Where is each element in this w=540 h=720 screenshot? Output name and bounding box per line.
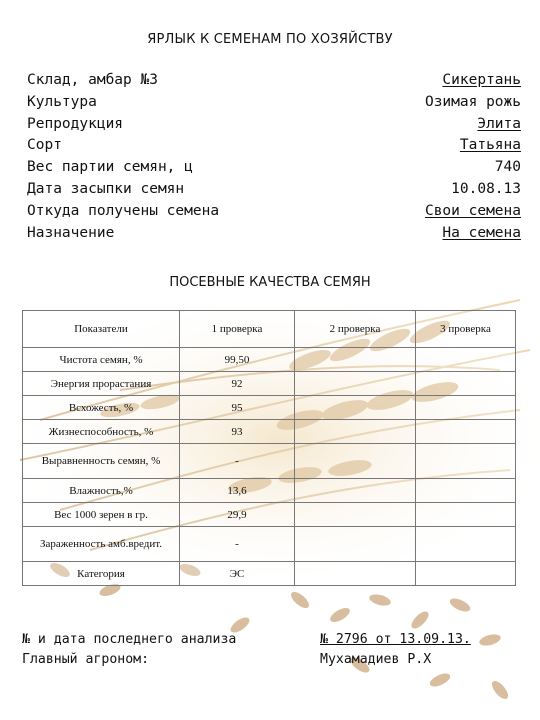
table-row (23, 396, 516, 420)
row-name: Чистота семян, % (23, 348, 180, 372)
table-row (23, 527, 516, 562)
analysis-label: № и дата последнего анализа (22, 632, 237, 647)
check3-value (416, 348, 516, 372)
info-row-purpose (27, 225, 521, 247)
info-value: Сикертань (442, 72, 521, 88)
info-value: Озимая рожь (424, 93, 521, 110)
info-value: 740 (494, 159, 521, 176)
check1-value: 92 (180, 372, 295, 396)
row-name: Выравненность семян, % (23, 444, 180, 479)
info-label: Культура (27, 93, 97, 110)
analysis-value: № 2796 от 13.09.13. (320, 632, 471, 647)
section-title: ПОСЕВНЫЕ КАЧЕСТВА СЕМЯН (169, 275, 371, 290)
row-name: Зараженность амб.вредит. (23, 527, 180, 562)
column-header: 1 проверка (180, 311, 295, 348)
check3-value (416, 503, 516, 527)
check2-value (295, 444, 416, 479)
seed-info-block (27, 72, 521, 246)
check3-value (416, 479, 516, 503)
check1-value: 99,50 (180, 348, 295, 372)
document-title: ЯРЛЫК К СЕМЕНАМ ПО ХОЗЯЙСТВУ (147, 32, 393, 47)
table-row (23, 420, 516, 444)
check2-value (295, 527, 416, 562)
info-label: Репродукция (27, 115, 124, 132)
table-row (23, 562, 516, 586)
table-row (23, 444, 516, 479)
info-value: Элита (477, 115, 521, 132)
info-row-variety (27, 137, 521, 159)
check1-value: - (180, 527, 295, 562)
info-row-reproduction (27, 116, 521, 138)
row-name: Вес 1000 зерен в гр. (23, 503, 180, 527)
info-value: Свои семена (424, 202, 521, 219)
check1-value: ЭС (180, 562, 295, 586)
check3-value (416, 372, 516, 396)
info-label: Склад, амбар №3 (27, 72, 158, 88)
info-row-source (27, 203, 521, 225)
footer-row-analysis (22, 632, 516, 652)
info-value: На семена (442, 224, 521, 241)
check3-value (416, 444, 516, 479)
info-value: 10.08.13 (451, 180, 521, 197)
info-label: Сорт (27, 137, 62, 154)
check1-value: 93 (180, 420, 295, 444)
row-name: Жизнеспособность, % (23, 420, 180, 444)
check2-value (295, 562, 416, 586)
agronomist-value: Мухамадиев Р.Х (320, 652, 432, 667)
info-value: Татьяна (459, 137, 521, 154)
table-header-row (23, 311, 516, 348)
check3-value (416, 562, 516, 586)
check2-value (295, 503, 416, 527)
check2-value (295, 372, 416, 396)
check2-value (295, 396, 416, 420)
check2-value (295, 420, 416, 444)
table-row (23, 503, 516, 527)
row-name: Энергия прорастания (23, 372, 180, 396)
info-row-fill-date (27, 181, 521, 203)
row-name: Влажность,% (23, 479, 180, 503)
table-row (23, 372, 516, 396)
column-header: Показатели (23, 311, 180, 348)
agronomist-label: Главный агроном: (22, 652, 150, 667)
row-name: Категория (23, 562, 180, 586)
check3-value (416, 527, 516, 562)
info-label: Откуда получены семена (27, 202, 220, 219)
check3-value (416, 396, 516, 420)
column-header: 2 проверка (295, 311, 416, 348)
check2-value (295, 348, 416, 372)
info-row-storage (27, 72, 521, 94)
check1-value: - (180, 444, 295, 479)
check1-value: 95 (180, 396, 295, 420)
check1-value: 13,6 (180, 479, 295, 503)
info-label: Назначение (27, 224, 115, 241)
footer-block (22, 632, 516, 672)
info-label: Дата засыпки семян (27, 180, 185, 197)
info-label: Вес партии семян, ц (27, 159, 193, 176)
seed-quality-table (22, 310, 516, 586)
row-name: Всхожесть, % (23, 396, 180, 420)
check2-value (295, 479, 416, 503)
table-row (23, 479, 516, 503)
footer-row-agronomist (22, 652, 516, 672)
info-row-batch-weight (27, 159, 521, 181)
table-row (23, 348, 516, 372)
info-row-crop (27, 94, 521, 116)
check3-value (416, 420, 516, 444)
check1-value: 29,9 (180, 503, 295, 527)
column-header: 3 проверка (416, 311, 516, 348)
